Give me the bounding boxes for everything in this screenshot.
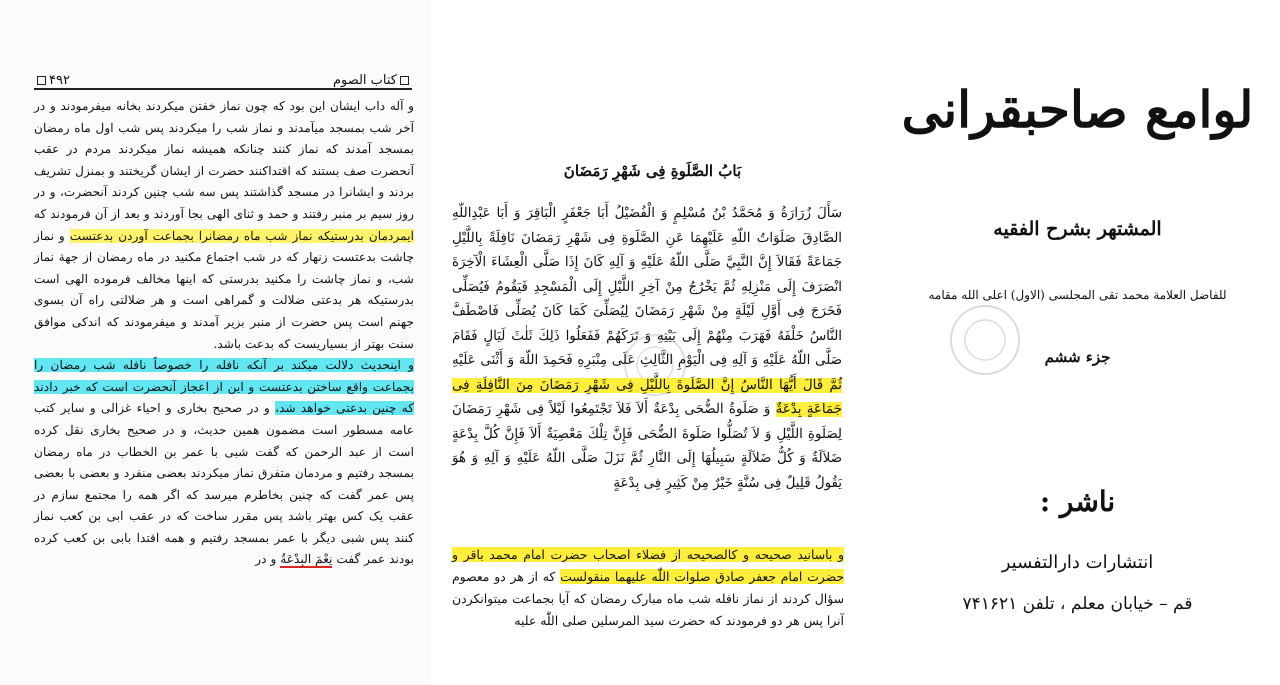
page-header <box>34 68 412 90</box>
underline-red: نِعْمَ البِدْعَةُ <box>280 552 333 567</box>
left-body-text <box>34 96 414 571</box>
highlight-yellow: ایمردمان بدرستیکه نماز شب ماه رمضانرا بجماعت آوردن بدعتست <box>69 228 415 243</box>
highlight-yellow: و باسانید صحیحه و کالصحیحه از فضلاء اصحاب حضرت امام محمد باقر و حضرت امام جعفر صادق صلوات اللّٰه علیهما منقولست <box>452 547 844 584</box>
book-subtitle: المشتهر بشرح الفقیه <box>993 218 1162 240</box>
left-page <box>0 0 431 685</box>
volume-label: جزء ششم <box>1044 348 1111 366</box>
chapter-title: بَابُ الصَّلَوةِ فِى شَهْرِ رَمَضَانَ <box>563 162 742 180</box>
author-line: للفاضل العلامة محمد تقی المجلسی (الاول) اعلی الله مقامه <box>928 288 1227 302</box>
page-number: ۴۹۲ <box>34 73 70 88</box>
paragraph: و اینحدیث دلالت میکند بر آنکه نافله را خصوصاً نافله شب رمضان را بجماعت واقع ساختن بدعتست و این از اعجاز آنحضرت است که خبر دادند که چنین بدعتی خواهد شد، و در صحیح بخاری و احیاء غزالی و سایر کتب عامه مسطور است مضمون همین حدیث، و در صحیح بخاری نقل کرده است از عبد الرحمن که گفت شبی با عمر بن الخطاب در ماه رمضان بمسجد رفتیم و مردمان متفرق نماز میکردند بعضی منفرد و بعضی با بعضی پس عمر گفت که چنین بخاطرم میرسد که اگر همه را مجتمع سازم در عقب یک کس بهتر باشد پس مقرر ساخت که در عقب ابی بن کعب نماز کنند پس شبی دیگر با عمر بمسجد رفتیم و همه اقتدا بابی بن کعب کرده بودند عمر گفت نِعْمَ البِدْعَةُ و در <box>34 358 414 567</box>
hadith-text: سَأَلَ زُرَارَةُ وَ مُحَمَّدُ بْنُ مُسْلِمٍ وَ الْفُضَيْلُ أَبَا جَعْفَرٍ الْبَاقِرَ وَ أَبَا عَبْدِاللّهِ الصَّادِقَ صَلَوَاتُ اللّهِ عَلَيْهِمَا عَنِ الصَّلَوةِ فِى شَهْرِ رَمَضَانَ نَافِلَةً بِاللَّيْلِ جَمَاعَةً فَقَالاَ إِنَّ النَّبِيَّ صَلَّى اللّهُ عَلَيْهِ وَ آلِهِ كَانَ إِذَا صَلَّى الْعِشَاءَ الْآخِرَةَ انْصَرَفَ إِلَى مَنْزِلِهِ ثُمَّ يَخْرُجُ مِنْ آخِرِ اللَّيْلِ إِلَى الْمَسْجِدِ فَيَقُومُ فَيُصَلِّى فَخَرَجَ فِى أَوَّلِ لَيْلَةٍ مِنْ شَهْرِ رَمَضَانَ لِيُصَلِّىَ كَمَا كَانَ يُصَلِّى فَاصْطَفَّ النَّاسُ خَلْفَهُ فَهَرَبَ مِنْهُمْ إِلَى بَيْتِهِ وَ تَرَكَهُمْ فَفَعَلُوا ذَلِكَ ثَلٰثَ لَيَالٍ فَقَامَ صَلَّى اللّهُ عَلَيْهِ وَ آلِهِ فِى الْيَوْمِ الثَّالِثِ عَلَى مِنْبَرِهِ فَحَمِدَ اللّهَ وَ أَثْنَى عَلَيْهِ ثُمَّ قَالَ أَيُّهَا النَّاسُ إِنَّ الصَّلَوةَ بِاللَّيْلِ فِى شَهْرِ رَمَضَانَ مِنَ النَّافِلَةِ فِى جَمَاعَةٍ بِدْعَةٌ وَ صَلَوةُ الضُّحَى بِدْعَةٌ أَلاَ فَلاَ تَجْتَمِعُوا لَيْلاً فِى شَهْرِ رَمَضَانَ لِصَلَوةِ اللَّيْلِ وَ لاَ تُصَلُّوا صَلَوةَ الضُّحَى فَإِنَّ تِلْكَ مَعْصِيَةٌ أَلاَ فَإِنَّ كُلَّ بِدْعَةٍ ضَلاَلَةٌ وَ كُلُّ ضَلاَلَةٍ سَبِيلُهَا إِلَى النَّارِ ثُمَّ نَزَلَ صَلَّى اللّهُ عَلَيْهِ وَ آلِهِ وَ هُوَ يَقُولُ قَلِيلٌ فِى سُنَّةٍ خَيْرٌ مِنْ كَثِيرٍ فِى بِدْعَةٍ <box>452 206 843 491</box>
watermark-seal-icon <box>935 300 1035 380</box>
publisher-name: انتشارات دارالتفسیر <box>1001 552 1154 573</box>
header-title: كتاب الصوم <box>333 73 412 88</box>
highlight-yellow: ثُمَّ قَالَ أَيُّهَا النَّاسُ إِنَّ الصَّلَوةَ بِاللَّيْلِ فِى شَهْرِ رَمَضَانَ مِنَ النَّافِلَةِ فِى جَمَاعَةٍ بِدْعَةٌ <box>452 377 843 417</box>
highlight-cyan: و اینحدیث دلالت میکند بر آنکه نافله را خصوصاً نافله شب رمضان را بجماعت واقع ساختن بدعتست و این از اعجاز آنحضرت است که خبر دادند که چنین بدعتی خواهد شد، <box>34 358 414 416</box>
middle-page <box>430 0 876 685</box>
title-page <box>875 0 1280 685</box>
translation-text: و باسانید صحیحه و کالصحیحه از فضلاء اصحاب حضرت امام محمد باقر و حضرت امام جعفر صادق صلوات اللّٰه علیهما منقولست که از هر دو معصوم سؤال کردند از نماز نافله شب ماه مبارک رمضان که آیا بجماعت میتوانکردن آنرا پس هر دو فرمودند که حضرت سید المرسلین صلی اللّٰه علیه <box>452 547 844 628</box>
square-bullet-icon <box>37 76 46 85</box>
square-bullet-icon <box>400 76 409 85</box>
publisher-address: قم – خیابان معلم ، تلفن ۷۴۱۶۲۱ <box>962 594 1193 614</box>
paragraph: و آله داب ایشان این بود که چون نماز خفتن میکردند بخانه میفرمودند و در آخر شب بمسجد میآمدند و نماز شب را میکردند پس شب اول ماه رمضان بمسجد آمدند که نماز کنند چنانکه همیشه نماز میکردند مردم در عقب آنحضرت صف بستند که اقتداکنند حضرت از ایشان گریختند و بمنزل تشریف بردند و ایشانرا در مسجد گذاشتند پس سه شب چنین کردند آنحضرت، و در روز سیم بر منبر رفتند و حمد و ثنای الهی بجا آوردند و بعد از آن فرمودند که ایمردمان بدرستیکه نماز شب ماه رمضانرا بجماعت آوردن بدعتست و نماز چاشت بدعتست زنهار که در شب اجتماع مکنید در ماه رمضان از جهة نماز شب، و نماز چاشت را مکنید بدرستی که اینها مخالف فرموده الهی است بدرستیکه هر بدعتی ضلالت و گمراهی است و هر ضلالتی راه آن بسوی جهنم است پس حضرت از منبر بزیر آمدند و میفرمودند که اندکی موافق سنت بهتر از بسیاریست که بدعت باشد. <box>34 99 415 351</box>
book-title: لوامع صاحبقرانی <box>901 80 1254 139</box>
publisher-heading: ناشر : <box>1039 485 1116 518</box>
